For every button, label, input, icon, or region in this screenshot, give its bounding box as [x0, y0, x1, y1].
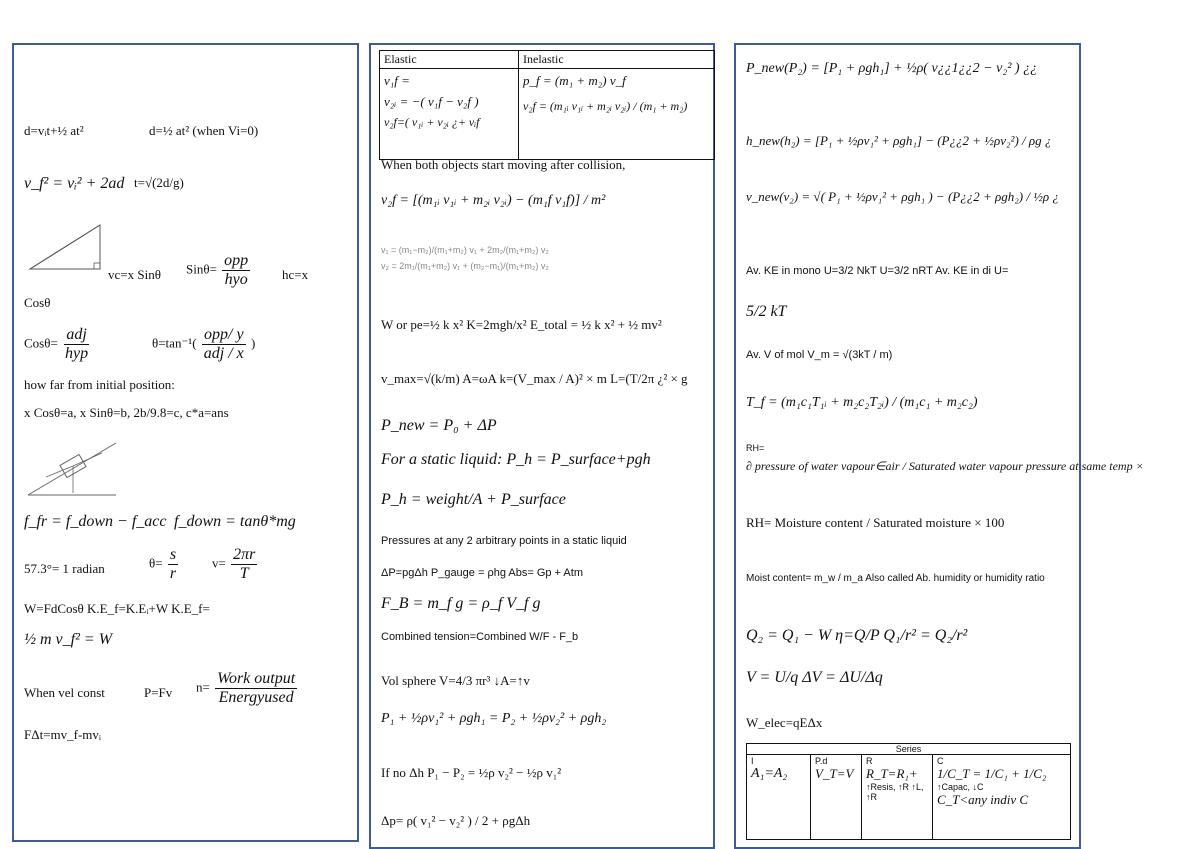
cos-label: Cosθ: [24, 295, 51, 310]
sin-def: Sinθ= opp hyo: [186, 252, 249, 288]
velocity-squared-eq: v_f² = vᵢ² + 2ad: [24, 175, 125, 192]
inelastic-cell: p_f = (m₁ + m₂) v_f v₂f = (m₁ᵢ v₁ᵢ + m₂ᵢ v₂ᵢ) / (m₁ + m₂): [519, 69, 715, 160]
new-pressure-eq: P_new = P₀ + ΔP: [381, 417, 497, 434]
gauge-pressure-eq: ΔP=pgΔh P_gauge = ρhg Abs= Gp + Atm: [381, 567, 583, 579]
constant-velocity-label: When vel const: [24, 685, 105, 700]
elastic-cell: v₁f = v₂ᵢ = −( v₁f − v₂f ) v₂f=( v₁ᵢ + v₂ᵢ ¿+ vᵢf: [380, 69, 519, 160]
series-pd-cell: P.d V_T=V: [811, 755, 862, 840]
sphere-volume-eq: Vol sphere V=4/3 πr³ ↓A=↑v: [381, 673, 530, 688]
rh-moisture-eq: RH= Moisture content / Saturated moisture × 100: [746, 515, 1005, 530]
efficiency-eq: n= Work output Energyused: [196, 670, 296, 706]
momentum-fluids-column: [369, 43, 715, 849]
static-liquid-eq: For a static liquid: P_h = P_surface+pgh: [381, 451, 651, 468]
right-triangle-figure: [26, 217, 106, 275]
rh-label: RH=: [746, 443, 765, 453]
displacement-rest-eq: d=½ at² (when Vi=0): [149, 123, 259, 138]
elastic-header: Elastic: [380, 51, 519, 69]
vc-eq: vc=x Sinθ: [108, 267, 161, 282]
spring-energy-eq: W or pe=½ k x² K=2mgh/x² E_total = ½ k x² + ½ mv²: [381, 317, 662, 332]
bernoulli-eq: P₁ + ½ρv₁² + ρgh₁ = P₂ + ½ρv₂² + ρgh₂: [381, 711, 607, 726]
incline-forces-figure: [24, 433, 120, 499]
kinematics-column: [12, 43, 359, 842]
series-capacitance-cell: C 1/C_T = 1/C₁ + 1/C₂ ↑Capac, ↓C C_T<any indiv C: [933, 755, 1071, 840]
friction-eq: f_fr = f_down − f_acc: [24, 513, 167, 530]
new-height-eq: h_new(h₂) = [P₁ + ½ρv₁² + ρgh₁] − (P¿¿2 + ½ρv₂²) / ρg ¿: [746, 133, 1052, 148]
work-energy-eq: W=FdCosθ K.E_f=K.Eᵢ+W K.E_f=: [24, 601, 210, 616]
time-fall-eq: t=√(2d/g): [134, 175, 184, 190]
relative-humidity-eq: ∂ pressure of water vapour∈air / Saturated water vapour pressure at same temp ×: [746, 459, 1144, 473]
buoyancy-eq: F_B = m_f g = ρ_f V_f g: [381, 595, 541, 612]
potential-eq: V = U/q ΔV = ΔU/Δq: [746, 669, 883, 686]
arbitrary-points-note: Pressures at any 2 arbitrary points in a static liquid: [381, 535, 627, 547]
diatomic-energy-eq: 5/2 kT: [746, 303, 787, 320]
orbital-velocity-eq: v= $\frac{2\pi r}{T}$: [212, 546, 256, 582]
kinetic-energy-eq: ½ m v_f² = W: [24, 631, 113, 648]
moisture-content-eq: Moist content= m_w / m_a Also called Ab. humidity or humidity ratio: [746, 573, 1045, 584]
arctan-def: θ=tan⁻¹( opp/ y adj / x ): [152, 326, 256, 362]
angle-eq: θ= $\frac{s}{r}$: [149, 546, 177, 582]
series-resistance-cell: R R_T=R₁+ ↑Resis, ↑R ↑L, ↑R: [862, 755, 933, 840]
kinetic-energy-gas-eq: Av. KE in mono U=3/2 NkT U=3/2 nRT Av. KE in di U=: [746, 265, 1009, 277]
final-velocity-eq: v₂f = [(m₁ᵢ v₁ᵢ + m₂ᵢ v₂ᵢ) − (m₁f v₁f)] / m²: [381, 193, 606, 208]
shm-eq: v_max=√(k/m) A=ωA k=(V_max / A)² × m L=(T/2π ¿² × g: [381, 371, 688, 386]
power-eq: P=Fv: [144, 685, 173, 700]
series-table: [746, 743, 1071, 840]
new-velocity-eq: v_new(v₂) = √( P₁ + ½ρv₁² + ρgh₁ ) − (P¿¿2 + ρgh₂) / ½ρ ¿: [746, 189, 1059, 204]
inelastic-header: Inelastic: [519, 51, 715, 69]
collision-table: [379, 50, 715, 160]
cos-def: Cosθ= adj hyp: [24, 326, 89, 362]
position-heading: how far from initial position:: [24, 377, 175, 392]
force-down-eq: f_down = tanθ*mg: [174, 513, 296, 530]
radian-def: 57.3°= 1 radian: [24, 561, 105, 576]
thermo-electric-column: [734, 43, 1144, 849]
elastic-v2-eq: v₂ = 2m₁/(m₁+m₂) v₁ + (m₂−m₁)/(m₁+m₂) v₂: [381, 261, 549, 271]
series-title: Series: [747, 744, 1071, 755]
heat-engine-eq: Q₂ = Q₁ − W η=Q/P Q₁/r² = Q₂/r²: [746, 627, 968, 644]
pressure-depth-eq: P_h = weight/A + P_surface: [381, 491, 566, 508]
position-steps: x Cosθ=a, x Sinθ=b, 2b/9.8=c, c*a=ans: [24, 405, 229, 420]
after-collision-note: When both objects start moving after collision,: [381, 157, 626, 172]
final-temperature-eq: T_f = (m₁c₁T₁ᵢ + m₂c₂T₂ᵢ) / (m₁c₁ + m₂c₂): [746, 395, 978, 410]
rms-velocity-eq: Av. V of mol V_m = √(3kT / m): [746, 349, 893, 361]
combined-tension-eq: Combined tension=Combined W/F - F_b: [381, 631, 579, 643]
new-pressure-p2-eq: P_new(P₂) = [P₁ + ρgh₁] + ½ρ( v¿¿1¿¿2 − v₂² ) ¿¿: [746, 61, 1038, 76]
electric-work-eq: W_elec=qEΔx: [746, 715, 823, 730]
pressure-difference-eq: Δp= ρ( v₁² − v₂² ) / 2 + ρgΔh: [381, 813, 531, 828]
series-current-cell: I A₁=A₂: [747, 755, 811, 840]
impulse-eq: FΔt=mv_f-mvᵢ: [24, 727, 102, 742]
elastic-v1-eq: v₁ = (m₁−m₂)/(m₁+m₂) v₁ + 2m₂/(m₁+m₂) v₂: [381, 245, 549, 255]
hc-eq: hc=x: [282, 267, 309, 282]
displacement-eq: d=vᵢt+½ at²: [24, 123, 84, 138]
no-height-change-eq: If no Δh P₁ − P₂ = ½ρ v₂² − ½ρ v₁²: [381, 765, 562, 780]
